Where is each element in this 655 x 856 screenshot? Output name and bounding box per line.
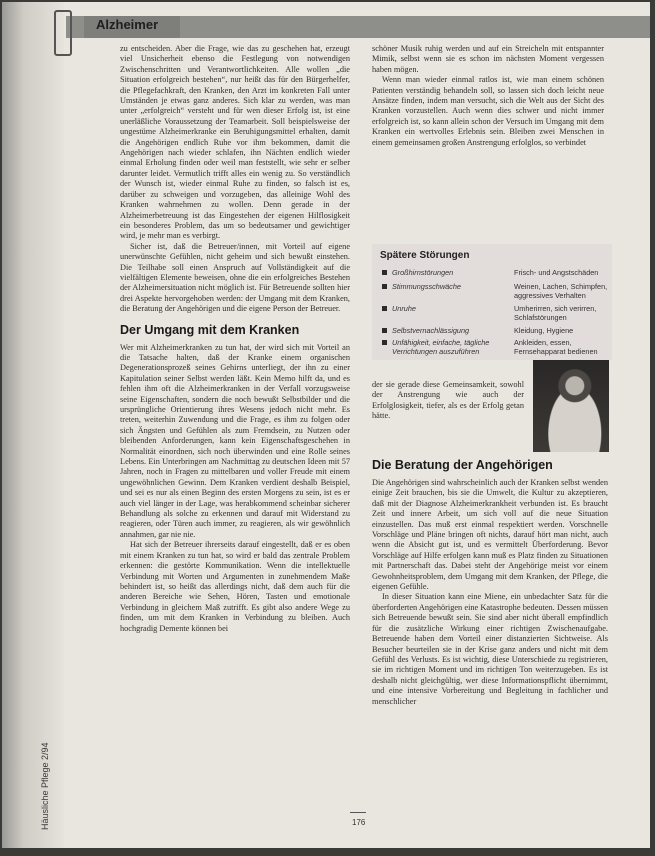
bullet-icon	[382, 328, 387, 333]
left-column	[120, 44, 350, 634]
row-label: Unruhe	[392, 304, 416, 313]
paragraph: Wenn man wieder einmal ratlos ist, wie man einem schönen Patienten verständig behandeln soll, so lassen sich doch leicht neue Ansätze finden, indem man versucht, sich die Welt aus der Sicht des Kranken vorzustellen. Auch wenn dies schwer und nicht immer erfolgreich ist, so kann allein schon der Versuch im Umgang mit dem Kranken ein wertvolles Erlebnis sein. Bleiben zwei Menschen in einem gemeinsamen großen Anstrengung erfolglos, so verbindet	[372, 75, 604, 147]
section-title: Alzheimer	[96, 17, 159, 32]
portrait-photo	[533, 360, 609, 452]
row-label: Stimmungsschwäche	[392, 282, 461, 291]
bullet-icon	[382, 284, 387, 289]
info-box-row	[382, 268, 610, 280]
bullet-icon	[382, 306, 387, 311]
right-column	[372, 44, 604, 148]
info-box-row	[382, 338, 610, 358]
section-heading: Die Beratung der Angehörigen	[372, 458, 553, 472]
paragraph: Wer mit Alzheimerkranken zu tun hat, der wird sich mit Vorteil an die Tatsache halten, daß der Kranke einem organischen Degenerationsprozeß seines Gehirns unterliegt, der ihn zu einer Kapitulation seiner Selbst werden läßt. Kein Memo hilft da, und es fehlen ihm oft die Alzheimerkranken in der Verfall vorzugsweise seine Eigenschaften, sondern die noch bewußt Selbstbilder und die ursprüngliche Orientierung ihres Wesens jedoch nicht mehr. Es treten, weiterhin Zuwendung und die Frage, es ihm zu folgen oder sich Ängsten und Gefühlen als zum Fremdsein, zu Nutzen oder bleibenden Anforderungen, kann kein Eigenschaftsgeschehen in Normalität einordnen, sich noch überwinden und eine Rolle seines Lebens. Ein Unterbringen am Nachmittag zu deutschen Ideen mit 57 Jahren, noch in Fragen zu mittelbaren und voller Freude mit einem ungewöhnlichen Gewinn. Dem Kranken verdient deshalb Beispiel, und sei es nur als einen Beginn des ersten Morgens zu sein, ist es er auch viel länger in der Lage, was herabkommend scheinbar sicherer Behandlung als solche zu erkennen und darauf mit Widerstand zu reagieren, oder Türen auch immer, zu reagieren, als wir gewöhnlich annahmen, gar nie nie.	[120, 342, 350, 539]
side-journal-label: Häusliche Pflege 2/94	[40, 742, 50, 830]
info-box	[372, 244, 612, 360]
paragraph: schöner Musik ruhig werden und auf ein Streicheln mit entspannter Mimik, selbst wenn sie es schon im nächsten Moment vergessen haben mögen.	[372, 44, 604, 74]
page-number-rule	[350, 812, 366, 813]
row-value: Ankleiden, essen, Fernsehapparat bedienen	[514, 338, 598, 356]
paragraph: Die Angehörigen sind wahrscheinlich auch der Kranken selbst wenden einige Zeit brauchen, bis sie die Umwelt, die Kultur zu akzeptieren, daß mit der Diagnose Alzheimerkrankheit verbunden ist. Es braucht Zeit und innere Arbeit, um sich voll auf die neue Situation einzustellen. Das muß erst einmal respektiert werden. Vorschnelle Vorschläge und Pläne bringen oft nichts, darauf hört man nicht, auch wenn die Absicht gut ist, und es vermittelt Überforderung. Bevor Vorschläge auf Hilfe erfolgen kann muß es Platz finden zu Situationen mit Partnerschaft das. Dabei steht der Angehörige meist vor einem Gewohnheitsproblem, dem Umgang mit dem Kranken, der Pflege, die eigenen Gefühle.	[372, 478, 608, 592]
bullet-icon	[382, 340, 387, 345]
row-label: Selbstvernachlässigung	[392, 326, 470, 335]
info-box-row	[382, 304, 610, 324]
paragraph: Sicher ist, daß die Betreuer/innen, mit Vorteil auf eigene unerwünschte Gefühlen, nicht geheim und sich bewußt einstehen. Die Teilhabe soll einen Anspruch auf Vollständigkeit auf die vielfältigen Elemente beweisen, ohne die ein erfolgreiches Bestehen der Alzheimersituation nicht möglich ist. Für Betreuende sollten hier drei Aspekte hervorgehoben werden: der Umgang mit dem Kranken, die Beratung der Angehörigen und die eigene Person der Betreuer.	[120, 241, 350, 314]
binder-clip-icon	[54, 10, 72, 56]
row-value: Frisch- und Angstschäden	[514, 268, 599, 277]
paragraph: Hat sich der Betreuer ihrerseits darauf eingestellt, daß er es oben mit einem Kranken zu tun hat, so wird er bald das zentrale Problem erkennen: die gestörte Kommunikation. Wenn die intellektuelle Verbindung mit Worten und Argumenten in zunehmendem Maße behindert ist, so heißt das allerdings nicht, daß dem auch für die anderen Bereiche wie Sehen, Hören, Tasten und emotionale Verbindung in gleichem Maß zutrifft. Es gibt also andere Wege zu finden, um mit dem Kranken in Verbindung zu bleiben. Auch hochgradig Demente können bei	[120, 540, 350, 633]
text-beside-photo: der sie gerade diese Gemeinsamkeit, sowohl der Anstrengung wie auch der Erfolglosigkeit, tiefer, als es der Erfolg getan hätte.	[372, 380, 524, 421]
row-label: Unfähigkeit, einfache, tägliche Verrichtungen auszuführen	[392, 338, 490, 356]
info-box-row	[382, 326, 610, 338]
info-box-row	[382, 282, 610, 302]
section-heading: Der Umgang mit dem Kranken	[120, 322, 300, 337]
page-binding-shadow	[2, 2, 64, 848]
bullet-icon	[382, 270, 387, 275]
paragraph: In dieser Situation kann eine Miene, ein unbedachter Satz für die überforderten Angehörigen eine Katastrophe bedeuten. Dessen müssen sich Betreuende bewußt sein. Sie sind aber nicht überall empfindlich für die zusätzliche Wirkung einer richtigen Zwischenaufgabe. Betreuende haben dem Vorteil einer distanzierten Sichtweise. Als Besucher beurteilen sie in der Krise ganz anders und nicht mit dem Gefühl des Verlusts. Es ist wichtig, diese Unterschiede zu registrieren, sie im richtigen Moment und im richtigen Ton weiterzugeben. Es ist deshalb nicht gleichgültig, wer diese Informationspflicht übernimmt, und eine intensive Vorbereitung und Begleitung in fachlicher und menschlicher	[372, 592, 608, 706]
row-value: Kleidung, Hygiene	[514, 326, 574, 335]
paragraph: zu entscheiden. Aber die Frage, wie das zu geschehen hat, erzeugt viel Unsicherheit ebenso die Festlegung von notwendigen Zwischenschritten und Verantwortlichkeiten. Alle wollen „die Situation erfolgreich bestehen“, nur heißt das für den Bürgerhelfer, die Pflegefachkraft, den Kranken, den Arzt im konkreten Fall unter Umständen je etwas ganz anderes. Sich klar zu werden, was man unter „erfolgreich“ versteht und für wen dieser Erfolg ist, ist eine unerläßliche Voraussetzung der Teamarbeit. Soll beispielsweise der ungestüme Alzheimerkranke ein Beruhigungsmittel erhalten, damit die Angehörigen endlich Ruhe vor ihm bekommen, damit die Angehörigen nach wieder schlafen, ihn Nächten endlich wieder einmal Erholung finden oder weil man feststellt, wie sehr er selber darunter leidet. Vermutlich trifft alles ein wenig zu. So verständlich der Wunsch ist, wieder einmal Ruhe zu finden, so falsch ist es, darüber zu schweigen und vorzugeben, das alleinige Wohl des Kranken wahrnehmen zu wollen. Denn gerade in der Alzheimerbetreuung ist das Eingestehen der eigenen Hilflosigkeit ein besonderes Problem, das um so bedeutsamer und gewichtiger wird, je mehr man es verbirgt.	[120, 44, 350, 241]
row-value: Umherirren, sich verirren, Schlafstörungen	[514, 304, 597, 322]
lower-right-column	[372, 450, 608, 707]
page-number: 176	[352, 818, 366, 827]
row-value: Weinen, Lachen, Schimpfen, aggressives Verhalten	[514, 282, 608, 300]
row-label: Großhirnstörungen	[392, 268, 454, 277]
info-box-title: Spätere Störungen	[380, 250, 470, 261]
